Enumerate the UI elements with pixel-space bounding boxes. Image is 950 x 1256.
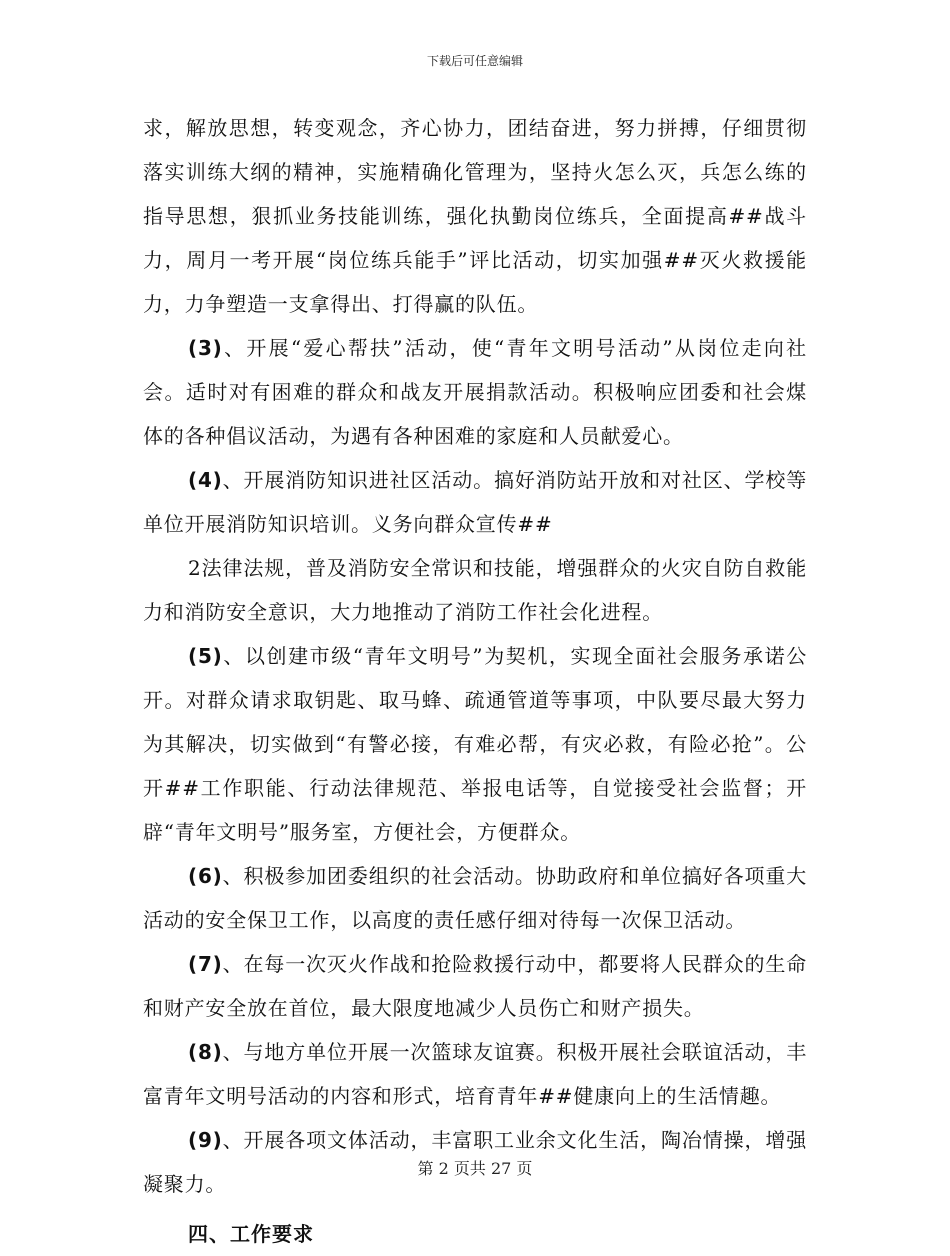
paragraph-training: 求，解放思想，转变观念，齐心协力，团结奋进，努力拼搏，仔细贯彻落实训练大纲的精神，实施精确化管理为，坚持火怎么灭，兵怎么练的指导思想，狠抓业务技能训练，强化执勤岗位练兵，全面提高##战斗力，周月一考开展“岗位练兵能手”评比活动，切实加强##灭火救援能力，力争塑造一支拿得出、打得赢的队伍。 (143, 116, 807, 316)
item-text: 、开展各项文体活动，丰富职工业余文化生活，陶冶情操，增强凝聚力。 (143, 1128, 807, 1196)
page-header: 下载后可任意编辑 (426, 54, 523, 68)
item-text: 、开展消防知识进社区活动。搞好消防站开放和对社区、学校等单位开展消防知识培训。义务向群众宣传## (143, 468, 807, 536)
section-heading: 四、工作要求 (188, 1222, 314, 1246)
item-number: (6) (188, 864, 223, 888)
paragraph-item-5 (143, 634, 807, 854)
item-number: (3) (188, 336, 223, 360)
document-body (143, 106, 807, 1256)
item-text: 、在每一次灭火作战和抢险救援行动中，都要将人民群众的生命和财产安全放在首位，最大限度地减少人员伤亡和财产损失。 (143, 952, 807, 1020)
paragraph-item-8 (143, 1030, 807, 1118)
item-text: 、积极参加团委组织的社会活动。协助政府和单位搞好各项重大活动的安全保卫工作，以高度的责任感仔细对待每一次保卫活动。 (143, 864, 807, 932)
page-number: 第 2 页共 27 页 (417, 1159, 533, 1178)
paragraph-item-4 (143, 458, 807, 546)
item-text: 、与地方单位开展一次篮球友谊赛。积极开展社会联谊活动，丰富青年文明号活动的内容和形式，培育青年##健康向上的生活情趣。 (143, 1040, 807, 1108)
paragraph-item-3 (143, 326, 807, 458)
item-number: (7) (188, 952, 223, 976)
item-number: (4) (188, 468, 223, 492)
paragraph-item-6 (143, 854, 807, 942)
item-number: (5) (188, 644, 223, 668)
item-number: (9) (188, 1128, 223, 1152)
item-number: (8) (188, 1040, 223, 1064)
paragraph-continued: 2法律法规，普及消防安全常识和技能，增强群众的火灾自防自救能力和消防安全意识，大力地推动了消防工作社会化进程。 (143, 556, 807, 624)
item-text: 、开展“爱心帮扶”活动，使“青年文明号活动”从岗位走向社会。适时对有困难的群众和战友开展捐款活动。积极响应团委和社会煤体的各种倡议活动，为遇有各种困难的家庭和人员献爱心。 (143, 336, 807, 448)
item-text: 、以创建市级“青年文明号”为契机，实现全面社会服务承诺公开。对群众请求取钥匙、取马蜂、疏通管道等事项，中队要尽最大努力为其解决，切实做到“有警必接，有难必帮，有灾必救，有险必抢”。公开##工作职能、行动法律规范、举报电话等，自觉接受社会监督；开辟“青年文明号”服务室，方便社会，方便群众。 (143, 644, 807, 844)
paragraph-item-7 (143, 942, 807, 1030)
